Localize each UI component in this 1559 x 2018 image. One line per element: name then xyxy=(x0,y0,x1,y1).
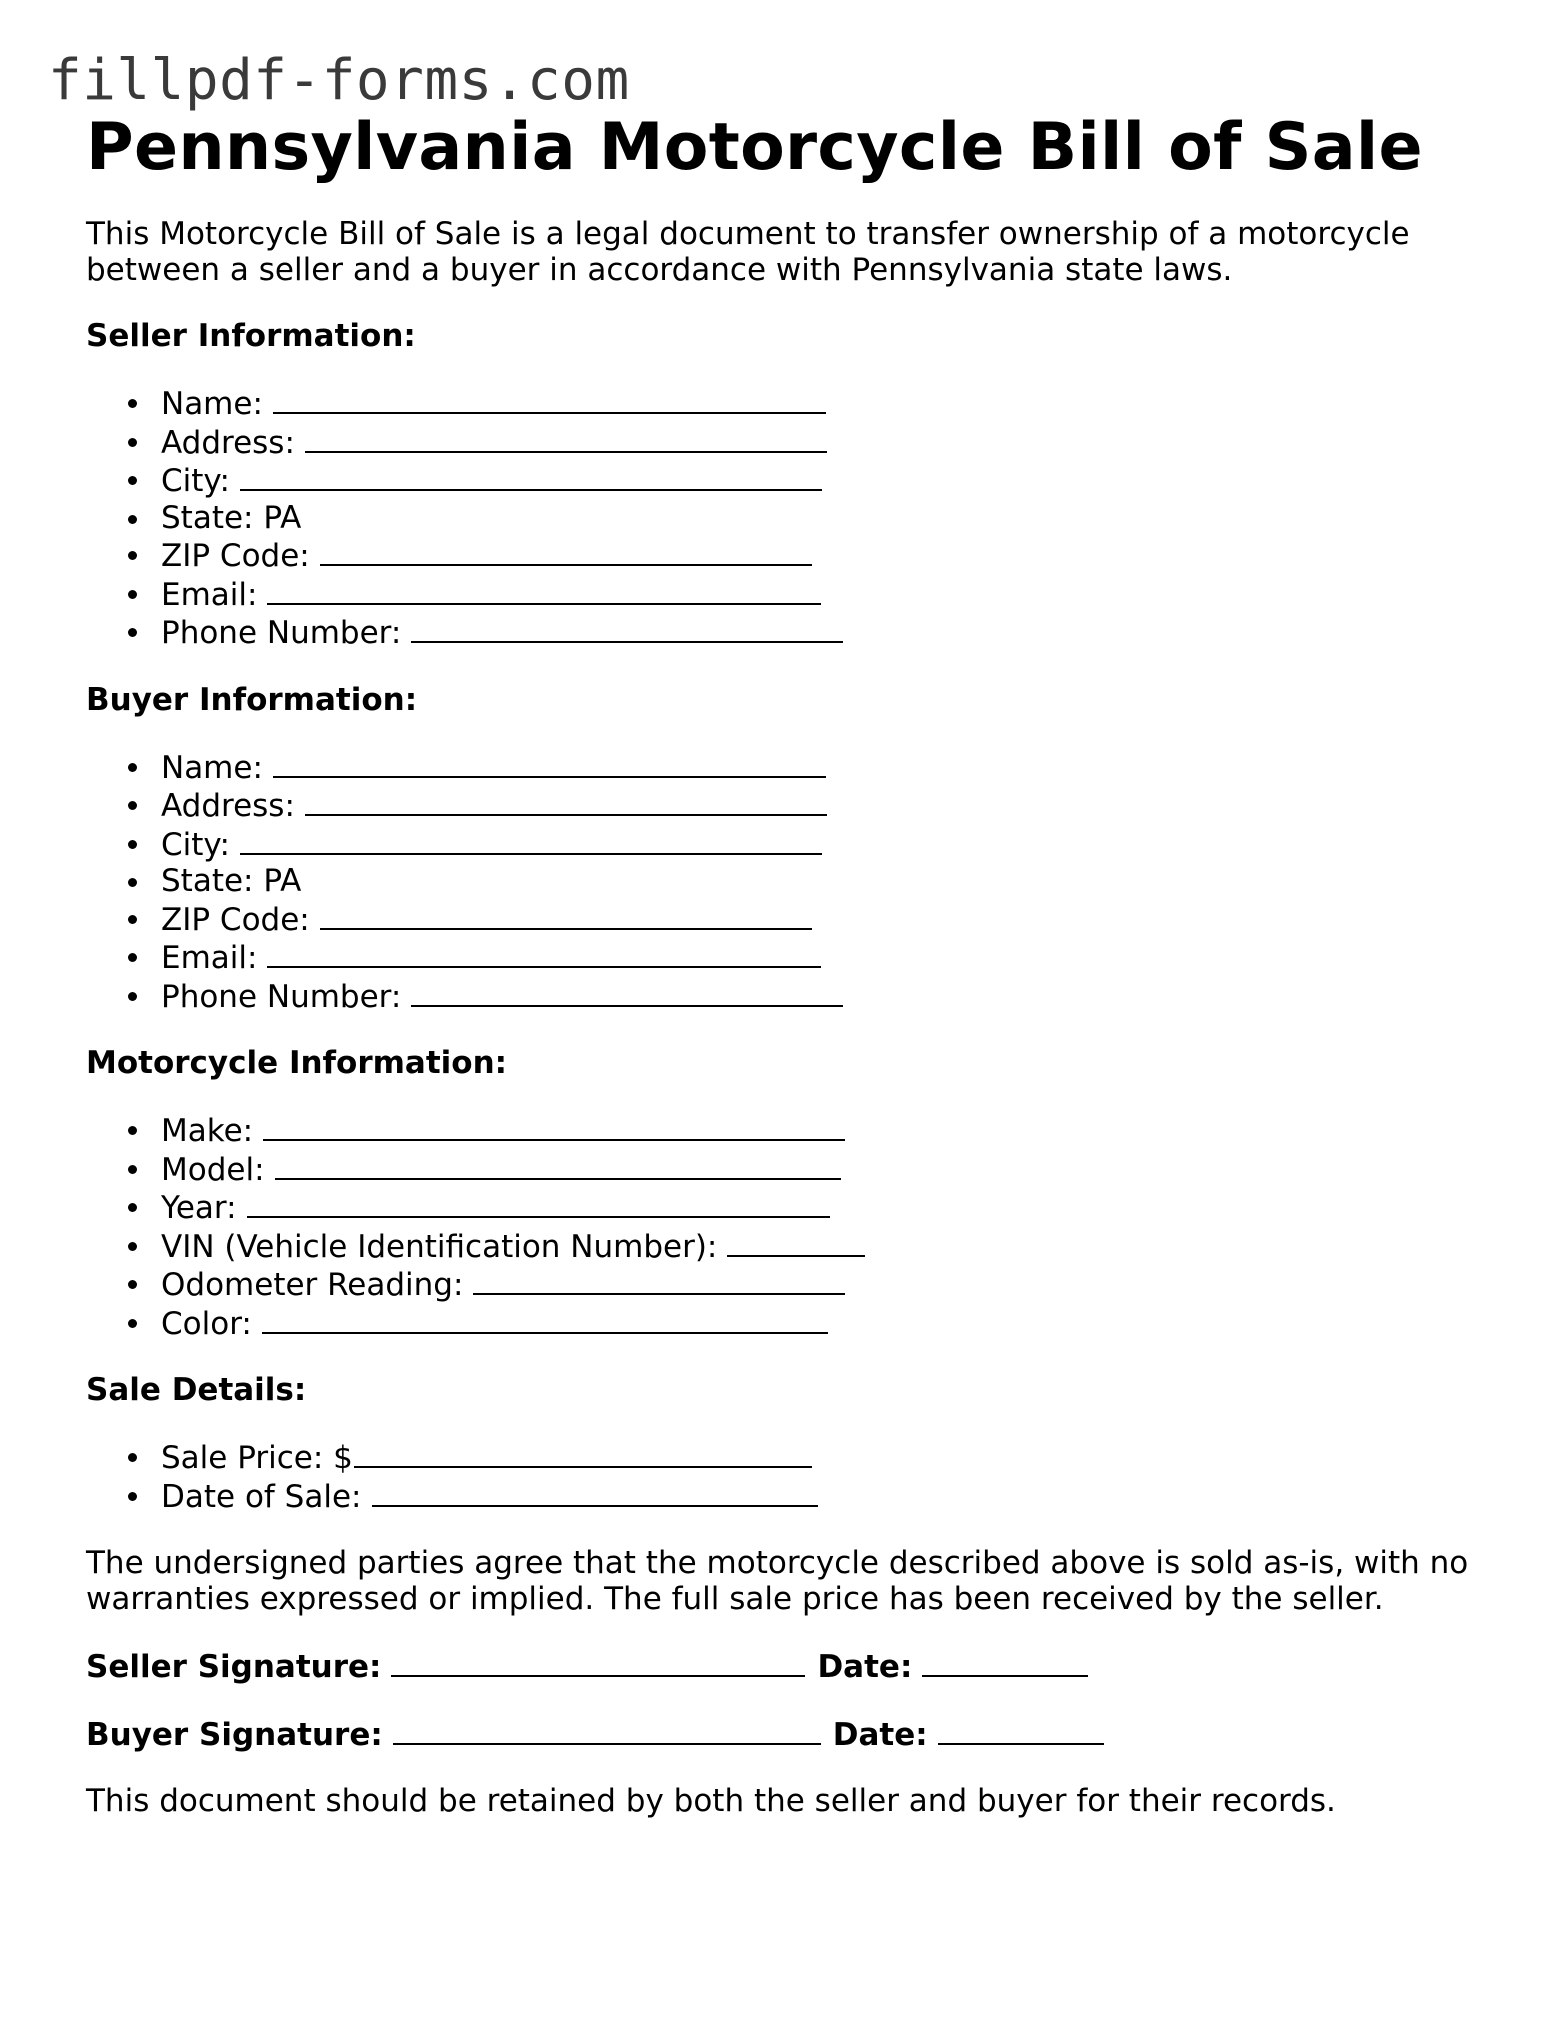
sale-section-heading: Sale Details: xyxy=(86,1372,307,1408)
sale-price-field[interactable] xyxy=(354,1438,812,1468)
buyer-zip-item xyxy=(128,900,1486,939)
field-label: Email: xyxy=(161,940,258,976)
seller-date-field[interactable] xyxy=(922,1647,1088,1677)
intro-paragraph: This Motorcycle Bill of Sale is a legal document to transfer ownership of a motorcycle between a seller and a buyer in accordance with Pennsylvania state laws. xyxy=(86,216,1410,288)
sale-fields-list xyxy=(86,1438,1486,1515)
seller-signature-row xyxy=(86,1647,1486,1685)
make-item xyxy=(128,1111,1486,1150)
field-label: Email: xyxy=(161,576,258,613)
seller-phone-field[interactable] xyxy=(411,613,843,643)
seller-email-item xyxy=(128,575,1486,614)
model-field[interactable] xyxy=(275,1150,841,1180)
seller-date-label: Date: xyxy=(817,1649,913,1685)
buyer-city-item xyxy=(128,825,1486,864)
odometer-field[interactable] xyxy=(473,1265,845,1295)
field-label: Make: xyxy=(161,1113,254,1149)
date-of-sale-item xyxy=(128,1477,1486,1516)
color-item xyxy=(128,1304,1486,1343)
field-label: Odometer Reading: xyxy=(161,1267,464,1303)
seller-signature-field[interactable] xyxy=(391,1647,805,1677)
field-label: City: xyxy=(161,463,230,499)
field-label: State: PA xyxy=(161,863,302,899)
seller-address-field[interactable] xyxy=(305,423,827,453)
buyer-address-field[interactable] xyxy=(305,786,827,816)
make-field[interactable] xyxy=(263,1111,845,1141)
year-field[interactable] xyxy=(247,1188,830,1218)
seller-state-item xyxy=(128,500,1486,537)
buyer-date-field[interactable] xyxy=(938,1715,1104,1745)
buyer-section-heading: Buyer Information: xyxy=(86,681,418,718)
buyer-email-item xyxy=(128,938,1486,977)
field-label: Address: xyxy=(161,424,295,461)
seller-name-field[interactable] xyxy=(273,384,826,414)
seller-email-field[interactable] xyxy=(267,575,821,605)
field-label: Address: xyxy=(161,788,295,824)
vin-field[interactable] xyxy=(727,1227,865,1257)
buyer-phone-field[interactable] xyxy=(411,977,843,1007)
field-label: ZIP Code: xyxy=(161,538,310,574)
buyer-phone-item xyxy=(128,977,1486,1016)
field-label: Model: xyxy=(161,1151,265,1188)
sale-price-item xyxy=(128,1438,1486,1477)
field-label: VIN (Vehicle Identification Number): xyxy=(161,1228,718,1265)
as-is-statement: The undersigned parties agree that the motorcycle described above is sold as-is, with no warranties expressed or implied. The full sale price has been received by the seller. xyxy=(86,1545,1469,1617)
field-label: Phone Number: xyxy=(161,978,402,1015)
seller-zip-item xyxy=(128,536,1486,575)
page-title: Pennsylvania Motorcycle Bill of Sale xyxy=(86,110,1423,185)
buyer-fields-list xyxy=(86,748,1486,1016)
buyer-zip-field[interactable] xyxy=(320,900,812,930)
seller-address-item xyxy=(128,423,1486,462)
year-item xyxy=(128,1188,1486,1227)
seller-signature-label: Seller Signature: xyxy=(86,1649,382,1685)
field-label: Sale Price: $ xyxy=(161,1440,353,1476)
seller-city-item xyxy=(128,461,1486,500)
field-label: Name: xyxy=(161,749,263,786)
field-label: City: xyxy=(161,826,230,863)
vin-item xyxy=(128,1227,1486,1266)
field-label: ZIP Code: xyxy=(161,901,310,938)
motorcycle-fields-list xyxy=(86,1111,1486,1342)
date-of-sale-field[interactable] xyxy=(372,1477,818,1507)
buyer-signature-field[interactable] xyxy=(393,1715,821,1745)
retention-note: This document should be retained by both the seller and buyer for their records. xyxy=(86,1783,1336,1819)
buyer-email-field[interactable] xyxy=(267,938,821,968)
buyer-state-item xyxy=(128,863,1486,900)
field-label: Phone Number: xyxy=(161,615,402,651)
odometer-item xyxy=(128,1265,1486,1304)
field-label: Date of Sale: xyxy=(161,1478,362,1515)
seller-section-heading: Seller Information: xyxy=(86,318,416,354)
buyer-address-item xyxy=(128,786,1486,825)
buyer-name-item xyxy=(128,748,1486,787)
field-label: Year: xyxy=(161,1190,237,1226)
field-label: Color: xyxy=(161,1305,252,1342)
field-label: State: PA xyxy=(161,499,302,536)
color-field[interactable] xyxy=(262,1304,828,1334)
motorcycle-section-heading: Motorcycle Information: xyxy=(86,1045,508,1081)
seller-city-field[interactable] xyxy=(240,461,822,491)
document-page xyxy=(86,108,1486,1819)
seller-fields-list xyxy=(86,384,1486,652)
seller-zip-field[interactable] xyxy=(320,536,812,566)
seller-name-item xyxy=(128,384,1486,423)
model-item xyxy=(128,1150,1486,1189)
buyer-signature-row xyxy=(86,1715,1486,1753)
buyer-signature-label: Buyer Signature: xyxy=(86,1717,383,1753)
seller-phone-item xyxy=(128,613,1486,652)
watermark: fillpdf-forms.com xyxy=(48,48,630,113)
buyer-city-field[interactable] xyxy=(240,825,822,855)
buyer-date-label: Date: xyxy=(832,1717,928,1753)
buyer-name-field[interactable] xyxy=(273,748,826,778)
field-label: Name: xyxy=(161,386,263,422)
